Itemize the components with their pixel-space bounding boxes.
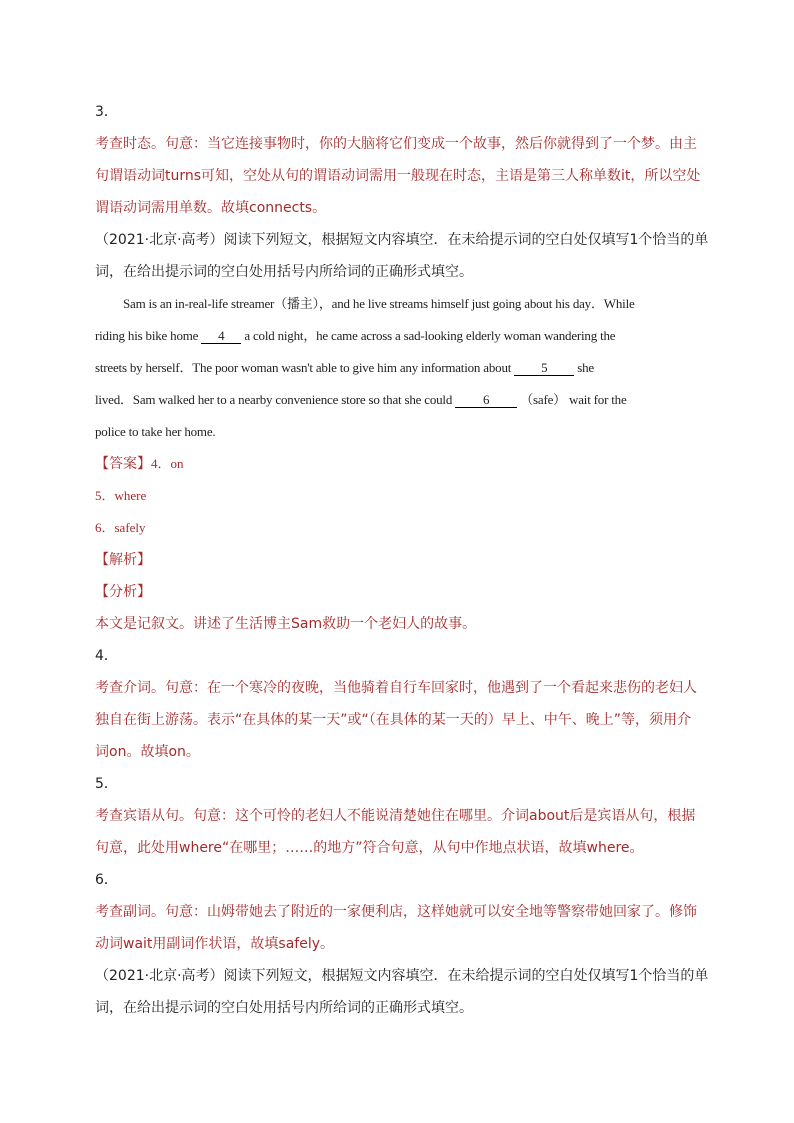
instruction-line2: 词，在给出提示词的空白处用括号内所给词的正确形式填空。 (95, 264, 473, 280)
blank-6: 6 (455, 393, 517, 408)
instruction2-line1: （2021·北京·高考）阅读下列短文，根据短文内容填空．在未给提示词的空白处仅填写1个恰当的单 (95, 968, 709, 984)
answer-5: 5．where (95, 488, 147, 503)
blank-5: 5 (514, 361, 574, 376)
q6-explanation-line2: 动词wait用副词作状语，故填safely。 (95, 936, 334, 952)
answer-4: 4．on (151, 456, 184, 471)
q5-number: 5． (95, 776, 118, 792)
passage-text: riding his bike home (95, 328, 202, 343)
instruction2-line2: 词，在给出提示词的空白处用括号内所给词的正确形式填空。 (95, 1000, 473, 1016)
passage-line2 (95, 326, 615, 346)
passage-line3 (95, 358, 594, 378)
passage-text: streets by herself．The poor woman wasn't able to give him any information about (95, 360, 515, 375)
passage-text: a cold night，he came across a sad-looking elderly woman wandering the (241, 328, 616, 343)
q3-number: 3． (95, 104, 118, 120)
q5-explanation-line1: 考查宾语从句。句意：这个可怜的老妇人不能说清楚她住在哪里。介词about后是宾语从句，根据 (95, 808, 696, 824)
passage-line1: Sam is an in-real-life streamer（播主），and he live streams himself just going about his day．While (123, 296, 635, 311)
answer-tag: 【答案】 (95, 456, 151, 472)
blank-4: 4 (201, 329, 241, 344)
passage-text: lived．Sam walked her to a nearby convenience store so that she could (95, 392, 456, 407)
instruction-line1: （2021·北京·高考）阅读下列短文，根据短文内容填空．在未给提示词的空白处仅填写1个恰当的单 (95, 232, 709, 248)
q3-explanation-line3: 谓语动词需用单数。故填connects。 (95, 200, 327, 216)
q4-number: 4． (95, 648, 118, 664)
q6-explanation-line1: 考查副词。句意：山姆带她去了附近的一家便利店，这样她就可以安全地等警察带她回家了。修饰 (95, 904, 697, 920)
jiexi-heading: 【解析】 (95, 552, 151, 568)
fenxi-heading: 【分析】 (95, 584, 151, 600)
answer-line (95, 454, 184, 474)
q5-explanation-line2: 句意，此处用where“在哪里；……的地方”符合句意，从句中作地点状语，故填where。 (95, 840, 644, 856)
q4-explanation-line3: 词on。故填on。 (95, 744, 200, 760)
passage-text: （safe） wait for the (517, 392, 627, 407)
q4-explanation-line2: 独自在街上游荡。表示“在具体的某一天”或“（在具体的某一天的）早上、中午、晚上”等，须用介 (95, 712, 692, 728)
summary-text: 本文是记叙文。讲述了生活博主Sam救助一个老妇人的故事。 (95, 616, 477, 632)
q6-number: 6． (95, 872, 118, 888)
q3-explanation-line2: 句谓语动词turns可知，空处从句的谓语动词需用一般现在时态，主语是第三人称单数it，所以空处 (95, 168, 701, 184)
q3-explanation-line1: 考查时态。句意：当它连接事物时，你的大脑将它们变成一个故事，然后你就得到了一个梦。由主 (95, 136, 697, 152)
answer-6: 6．safely (95, 520, 146, 535)
passage-text: she (574, 360, 594, 375)
q4-explanation-line1: 考查介词。句意：在一个寒冷的夜晚，当他骑着自行车回家时，他遇到了一个看起来悲伤的老妇人 (95, 680, 697, 696)
passage-line4 (95, 390, 627, 410)
passage-line5: police to take her home. (95, 424, 216, 439)
